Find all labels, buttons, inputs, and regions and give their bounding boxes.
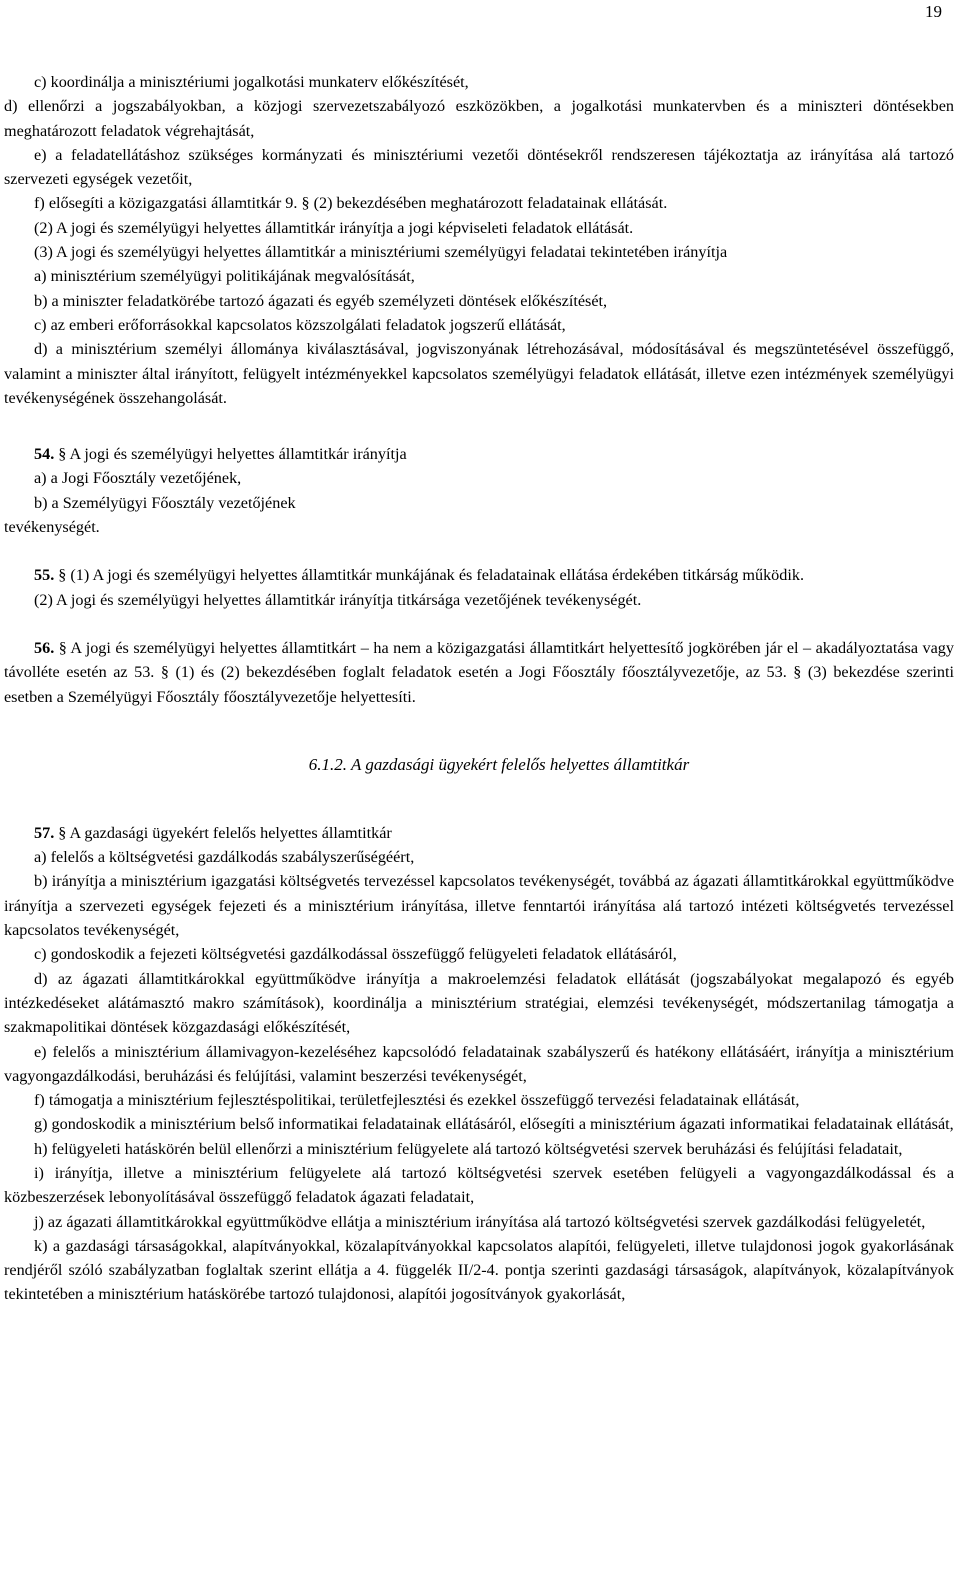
section-56: 56. § A jogi és személyügyi helyettes államtitkárt – ha nem a közigazgatási államtitkárt helyettesítő jogkörében jár el – akadályoztatása vagy távolléte esetén az 53. § (1) és (2) bekezdésében foglalt feladatok esetén a Jogi Főosztály főosztályvezetője, az 53. § (3) bekezdése szerinti esetben a Személyügyi Főosztály főosztályvezetője helyettesíti. (4, 638, 954, 706)
list-item: b) a Személyügyi Főosztály vezetőjének (34, 493, 296, 512)
section-number: 55. (34, 566, 55, 585)
list-item: d) az ágazati államtitkárokkal együttműködve irányítja a makroelemzési feladatok ellátását (jogszabályokat megalapozó és egyéb intézkedéseket alátámasztó makro számítások), koordinálja a minisztérium stratégiai, elemzési tevékenységét, módszertanilag támogatja a szakmapolitikai döntések közgazdasági előkészítését, (4, 969, 954, 1037)
paragraph: d) ellenőrzi a jogszabályokban, a közjogi szervezetszabályozó eszközökben, a jogalkotási munkatervben és a miniszteri döntésekben meghatározott feladatok végrehajtását, (4, 97, 954, 140)
list-item: k) a gazdasági társaságokkal, alapítványokkal, közalapítványokkal kapcsolatos alapítói, felügyeleti, illetve tulajdonosi jogok gyakorlásának rendjéről szóló szabályzatban foglaltak szerint ellátja a 4. függelék II/2-4. pontja szerinti gazdasági társaságok, alapítványok, közalapítványok tekintetében a minisztérium hatáskörébe tartozó tulajdonosi, alapítói jogosítványok gyakorlását, (4, 1236, 954, 1304)
paragraph: (2) A jogi és személyügyi helyettes államtitkár irányítja a jogi képviseleti feladatok ellátását. (34, 218, 634, 237)
list-item: e) felelős a minisztérium államivagyon-kezeléséhez kapcsolódó feladatainak szabályszerű és hatékony ellátásáért, irányítja a minisztérium vagyongazdálkodási, beruházási és felújítási, valamint beszerzési tevékenységét, (4, 1042, 954, 1085)
paragraph: f) elősegíti a közigazgatási államtitkár 9. § (2) bekezdésében meghatározott feladatainak ellátását. (34, 194, 668, 213)
list-item: a) felelős a költségvetési gazdálkodás szabályszerűségéért, (34, 848, 415, 867)
list-item: a) a Jogi Főosztály vezetőjének, (34, 469, 242, 488)
paragraph: d) a minisztérium személyi állománya kiválasztásával, jogviszonyának létrehozásával, módosításával és megszüntetésével összefüggő, valamint a miniszter által irányított, felügyelt intézményekkel kapcsolatos személyügyi feladatok ellátását, illetve ezen intézmények személyügyi tevékenységének összehangolását. (4, 340, 954, 407)
paragraph: (3) A jogi és személyügyi helyettes államtitkár a minisztériumi személyügyi feladatai tekintetében irányítja (34, 243, 728, 262)
section-number: 57. (34, 823, 55, 842)
paragraph: c) koordinálja a minisztériumi jogalkotási munkaterv előkészítését, (34, 73, 469, 91)
list-item: i) irányítja, illetve a minisztérium felügyelete alá tartozó költségvetési szervek esetében felügyeli a vagyongazdálkodással és a közbeszerzések lebonyolításával összefüggő feladatok ágazati feladatait, (4, 1163, 954, 1207)
paragraph: b) a miniszter feladatkörébe tartozó ágazati és egyéb személyzeti döntések előkészítését, (34, 291, 608, 310)
section-heading: 6.1.2. A gazdasági ügyekért felelős helyettes államtitkár (308, 754, 690, 774)
paragraph: c) az emberi erőforrásokkal kapcsolatos közszolgálati feladatok jogszerű ellátását, (34, 315, 566, 334)
paragraph: a) minisztérium személyügyi politikájának megvalósítását, (34, 267, 415, 286)
section-55-p1: 55. § (1) A jogi és személyügyi helyettes államtitkár munkájának és feladatainak ellátása érdekében titkárság működik. (34, 566, 805, 585)
section-number: 56. (34, 638, 55, 657)
list-item: j) az ágazati államtitkárokkal együttműködve ellátja a minisztérium irányítása alá tartozó költségvetési szervek gazdálkodási felügyeletét, (34, 1212, 926, 1231)
page-content (4, 70, 954, 1307)
paragraph: (2) A jogi és személyügyi helyettes államtitkár irányítja titkársága vezetőjének tevékenységét. (34, 590, 642, 609)
list-item: f) támogatja a minisztérium fejlesztéspolitikai, területfejlesztési és ezekkel összefüggő tervezési feladatainak ellátását, (34, 1091, 800, 1110)
list-item: b) irányítja a minisztérium igazgatási költségvetés tervezéssel kapcsolatos tevékenységét, továbbá az ágazati államtitkárokkal együttműködve irányítja a szervezeti egységek fejezeti és a minisztérium irányítása, illetve fenntartói irányítása alá tartozó intézeti költségvetés tervezéssel kapcsolatos tevékenységét, (4, 872, 954, 940)
list-item: c) gondoskodik a fejezeti költségvetési gazdálkodással összefüggő felügyeleti feladatok ellátásáról, (34, 945, 677, 964)
paragraph: e) a feladatellátáshoz szükséges kormányzati és minisztériumi vezetői döntésekről rendszeresen tájékoztatja az irányítása alá tartozó szervezeti egységek vezetőit, (4, 145, 954, 189)
section-57-intro: 57. § A gazdasági ügyekért felelős helyettes államtitkár (34, 823, 392, 842)
section-number: 54. (34, 445, 55, 464)
list-item: h) felügyeleti hatáskörén belül ellenőrzi a minisztérium felügyelete alá tartozó költségvetési szervek beruházási és felújítási feladatait, (34, 1139, 903, 1158)
list-item: g) gondoskodik a minisztérium belső informatikai feladatainak ellátásáról, elősegíti a minisztérium ágazati informatikai feladatainak ellátását, (34, 1115, 954, 1134)
page-number: 19 (925, 2, 942, 21)
paragraph: tevékenységét. (4, 518, 100, 537)
section-54-intro: 54. § A jogi és személyügyi helyettes államtitkár irányítja (34, 445, 407, 464)
